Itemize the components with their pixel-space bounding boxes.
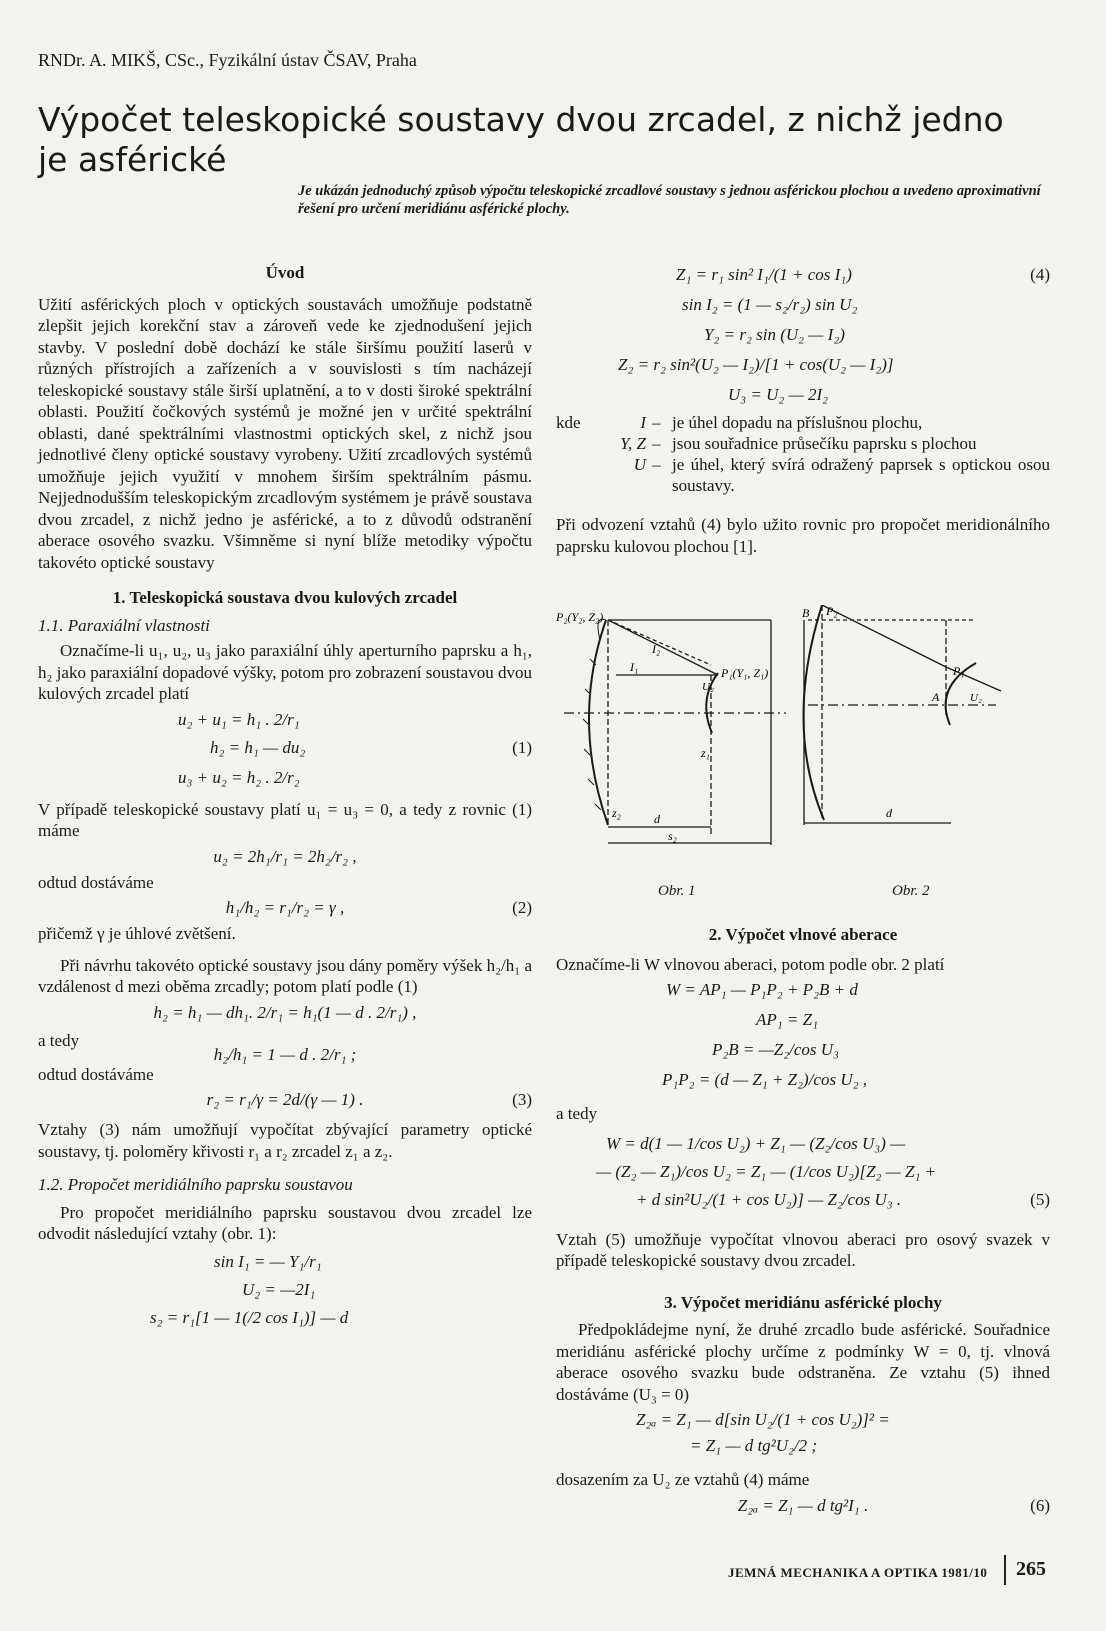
section-2-heading: 2. Výpočet vlnové aberace bbox=[708, 925, 898, 944]
equation-ratio-row bbox=[38, 1028, 532, 1064]
journal-footer: JEMNÁ MECHANIKA A OPTIKA 1981/10 bbox=[728, 1565, 988, 1580]
figure-2 bbox=[803, 605, 1001, 825]
equation-group-5 bbox=[556, 1125, 1050, 1219]
definitions-list bbox=[556, 412, 1050, 496]
equation-U2: U₂ = —2I₁ bbox=[242, 1279, 316, 1299]
def-dash-1: – bbox=[652, 413, 661, 432]
fig1-mirror-z2 bbox=[589, 620, 608, 825]
fig1-label-i1: I₁ bbox=[630, 660, 639, 674]
fig2-label-a: A bbox=[932, 690, 940, 704]
equation-group-4 bbox=[556, 262, 1050, 412]
fig1-label-z1: z₁ bbox=[701, 746, 710, 760]
equation-u2-row bbox=[38, 842, 532, 872]
equation-2: h₁/h₂ = r₁/r₂ = γ , bbox=[225, 898, 345, 917]
fig2-ray-reflected bbox=[822, 605, 946, 667]
def-dash-3: – bbox=[652, 455, 661, 474]
equation-group-1 bbox=[38, 707, 532, 799]
equation-u2: u₂ = 2h₁/r₁ = 2h₂/r₂ , bbox=[213, 846, 357, 866]
equation-s2: s₂ = r₁[1 — 1(/2 cos I₁)] — d bbox=[150, 1307, 349, 1327]
uvod-heading: Úvod bbox=[265, 263, 305, 282]
fig2-label-p2: P₂ bbox=[826, 605, 838, 618]
fig1-label-z2: z₂ bbox=[612, 806, 621, 820]
paragraph-wave: Označíme-li W vlnovou aberaci, potom podle obr. 2 platí bbox=[556, 954, 945, 974]
equation-sinI1: sin I₁ = — Y₁/r₁ bbox=[214, 1251, 322, 1271]
paragraph-vztah-5: Vztah (5) umožňuje vypočítat vlnovou aberaci pro osový svazek v případě teleskopické soustavy dvou zrcadel. bbox=[556, 1229, 1050, 1270]
equation-6-number: (6) bbox=[1030, 1495, 1050, 1515]
equation-5a: W = d(1 — 1/cos U₂) + Z₁ — (Z₂/cos U₃) — bbox=[606, 1133, 906, 1153]
fig1-label-i2: I₂ bbox=[652, 642, 661, 656]
def-text-1: je úhel dopadu na příslušnou plochu, bbox=[672, 413, 923, 432]
left-column bbox=[38, 262, 532, 1335]
equation-5-number: (5) bbox=[1030, 1189, 1050, 1209]
equation-5c: + d sin²U₂/(1 + cos U₂)] — Z₂/cos U₃ . bbox=[636, 1189, 902, 1209]
equation-group-z2a bbox=[556, 1405, 1050, 1463]
equation-2-row bbox=[38, 893, 532, 923]
fig1-mirror-z2-hatch bbox=[583, 619, 606, 810]
right-column bbox=[556, 262, 1050, 557]
equation-w2: AP₁ = Z₁ bbox=[756, 1010, 819, 1029]
abstract: Je ukázán jednoduchý způsob výpočtu teleskopické zrcadlové soustavy s jednou asférickou plochou a uvedeno aproximativní řešení pro určení meridiánu asférické plochy. bbox=[298, 183, 1041, 217]
section-1-heading: 1. Teleskopická soustava dvou kulových zrcadel bbox=[112, 588, 458, 607]
def-dash-2: – bbox=[652, 434, 661, 453]
equation-h2: h₂ = h₁ — dh₁. 2/r₁ = h₁(1 — d . 2/r₁) , bbox=[153, 1002, 417, 1022]
paragraph-paraxial: Označíme-li u₁, u₂, u₃ jako paraxiální úhly aperturního paprsku a h₁, h₂ jako paraxiální dopadové výšky, potom pro zobrazení soustavou dvou kulových zrcadel platí bbox=[38, 641, 532, 703]
equation-4-number: (4) bbox=[1030, 265, 1050, 284]
fig2-label-d: d bbox=[886, 806, 892, 820]
fig1-label-u2: U₂ bbox=[702, 681, 714, 693]
equation-4c: Y₂ = r₂ sin (U₂ — I₂) bbox=[704, 325, 845, 344]
def-var-1: I bbox=[640, 413, 646, 432]
footer-divider bbox=[1004, 1555, 1006, 1585]
equation-z2a-1: Z₂ₐ = Z₁ — d[sin U₂/(1 + cos U₂)]² = bbox=[636, 1410, 890, 1429]
paragraph-section-3: Předpokládejme nyní, že druhé zrcadlo bude asférické. Souřadnice meridiánu asférické plochy určíme z podmínky W = 0, tj. vlnová aberace osového svazku bude odstraněna. Ze vztahu (5) ihned dostáváme (U₃ = 0) bbox=[556, 1320, 1050, 1404]
fig2-label-b: B bbox=[802, 606, 810, 620]
equation-1a: u₂ + u₁ = h₁ . 2/r₁ bbox=[178, 709, 300, 729]
fig2-label-p1: P₁ bbox=[953, 664, 965, 678]
page-number: 265 bbox=[1016, 1558, 1046, 1580]
def-text-2: jsou souřadnice průsečíku paprsku s plochou bbox=[672, 434, 977, 453]
text-odtud-1: odtud dostáváme bbox=[38, 872, 154, 892]
paragraph-dosazenim: dosazením za U₂ ze vztahů (4) máme bbox=[556, 1470, 810, 1489]
text-kde: kde bbox=[556, 413, 581, 432]
equation-4d: Z₂ = r₂ sin²(U₂ — I₂)/[1 + cos(U₂ — I₂)] bbox=[618, 355, 894, 374]
section-1-2-heading: 1.2. Propočet meridiálního paprsku soustavou bbox=[38, 1175, 353, 1194]
equation-w4: P₁P₂ = (d — Z₁ + Z₂)/cos U₂ , bbox=[662, 1070, 868, 1089]
text-odtud-2: odtud dostáváme bbox=[38, 1064, 154, 1084]
right-column-lower bbox=[556, 924, 1050, 1521]
def-var-2: Y, Z bbox=[620, 434, 646, 453]
fig1-label-p2: P₂(Y₂, Z₂) bbox=[556, 610, 604, 624]
equation-2-number: (2) bbox=[512, 898, 532, 917]
fig1-ray-diag bbox=[608, 620, 718, 675]
equation-group-w bbox=[556, 975, 1050, 1103]
equation-3: r₂ = r₁/γ = 2d/(γ — 1) . bbox=[206, 1090, 364, 1109]
fig2-label-u2: U₂ bbox=[970, 692, 982, 704]
equation-w3: P₂B = —Z₂/cos U₃ bbox=[712, 1040, 839, 1059]
fig1-label-d: d bbox=[654, 812, 660, 826]
equation-6: Z₂ₐ = Z₁ — d tg²I₁ . bbox=[737, 1495, 869, 1515]
fig1-label-s2: s₂ bbox=[668, 829, 677, 843]
equation-w1: W = AP₁ — P₁P₂ + P₂B + d bbox=[666, 980, 858, 999]
def-text-3: je úhel, který svírá odražený paprsek s optickou osou soustavy. bbox=[672, 455, 1050, 495]
text-gamma: přičemž γ je úhlové zvětšení. bbox=[38, 924, 236, 943]
paragraph-design: Při návrhu takovéto optické soustavy jsou dány poměry výšek h₂/h₁ a vzdálenost d mezi oběma zrcadly; potom platí podle (1) bbox=[38, 955, 532, 996]
equation-3-number: (3) bbox=[512, 1090, 532, 1109]
equation-1-number: (1) bbox=[512, 737, 532, 757]
text-a-tedy-1: a tedy bbox=[38, 1030, 80, 1050]
paragraph-vztahy-3: Vztahy (3) nám umožňují vypočítat zbývající parametry optické soustavy, tj. poloměry křivosti r₁ a r₂ zrcadel z₁ a z₂. bbox=[38, 1120, 532, 1161]
figures bbox=[556, 605, 1056, 905]
equation-group-meridial bbox=[38, 1245, 532, 1335]
equation-ratio: h₂/h₁ = 1 — d . 2/r₁ ; bbox=[213, 1044, 357, 1064]
fig2-mirror-1 bbox=[803, 605, 824, 820]
text-a-tedy-2: a tedy bbox=[556, 1104, 598, 1123]
equation-1c: u₃ + u₂ = h₂ . 2/r₂ bbox=[178, 767, 300, 787]
figure-1 bbox=[564, 619, 786, 845]
article-title: Výpočet teleskopické soustavy dvou zrcadel, z nichž jedno je asférické bbox=[38, 100, 1004, 179]
equation-3-row bbox=[38, 1085, 532, 1115]
equation-6-row bbox=[556, 1491, 1050, 1521]
section-1-1-heading: 1.1. Paraxiální vlastnosti bbox=[38, 615, 210, 635]
figure-1-caption: Obr. 1 bbox=[658, 883, 696, 899]
equation-4a: Z₁ = r₁ sin² I₁/(1 + cos I₁) bbox=[676, 265, 852, 284]
equation-5b: — (Z₂ — Z₁)/cos U₂ = Z₁ — (1/cos U₂)[Z₂ — Z₁ + bbox=[596, 1161, 937, 1181]
section-3-heading: 3. Výpočet meridiánu asférické plochy bbox=[664, 1292, 942, 1312]
author-line: RNDr. A. MIKŠ, CSc., Fyzikální ústav ČSAV, Praha bbox=[38, 50, 417, 70]
def-var-3: U bbox=[633, 455, 646, 474]
equation-h2-row bbox=[38, 998, 532, 1028]
fig1-label-p1: P₁(Y₁, Z₁) bbox=[721, 666, 769, 680]
paragraph-telescopic: V případě teleskopické soustavy platí u₁ = u₃ = 0, a tedy z rovnic (1) máme bbox=[38, 799, 532, 840]
paragraph-meridial: Pro propočet meridiálního paprsku soustavou dvou zrcadel lze odvodit následující vztahy (obr. 1): bbox=[38, 1202, 532, 1243]
equation-4b: sin I₂ = (1 — s₂/r₂) sin U₂ bbox=[682, 295, 858, 314]
paragraph-odvozeni: Při odvození vztahů (4) bylo užito rovnic pro propočet meridionálního paprsku kulovou plochou [1]. bbox=[556, 515, 1050, 556]
uvod-paragraph: Užití asférických ploch v optických soustavách umožňuje podstatně zlepšit jejich korekční stav a zároveň vede ke zjednodušení jejich stavby. V poslední době dochází ke stále širšímu použití laserů v různých přístrojích a zařízeních a v souvislosti s tím nacházejí teleskopické soustavy stále širší uplatnění, a to v dosti široké spektrální oblasti. Použití čočkových systémů je možné jen v určité spektrální oblasti, dané spektrálními vlastnostmi optických skel, z nichž jsou jednotlivé členy optické soustavy vyrobeny. Užití zrcadlových systémů umožňuje jejich využití v mnohem širším spektrálním pásmu. Nejjednodušším teleskopickým zrcadlovým systémem je právě soustava dvou zrcadel, z nichž jedno je asférické, a to z důvodů odstranění aberace osového svazku. Všimněme si nyní blíže metodiky výpočtu takovéto optické soustavy bbox=[38, 294, 532, 572]
equation-4e: U₃ = U₂ — 2I₂ bbox=[728, 385, 829, 404]
equation-1b: h₂ = h₁ — du₂ bbox=[210, 737, 306, 757]
figure-2-caption: Obr. 2 bbox=[892, 883, 930, 899]
equation-z2a-2: = Z₁ — d tg²U₂/2 ; bbox=[690, 1436, 818, 1455]
